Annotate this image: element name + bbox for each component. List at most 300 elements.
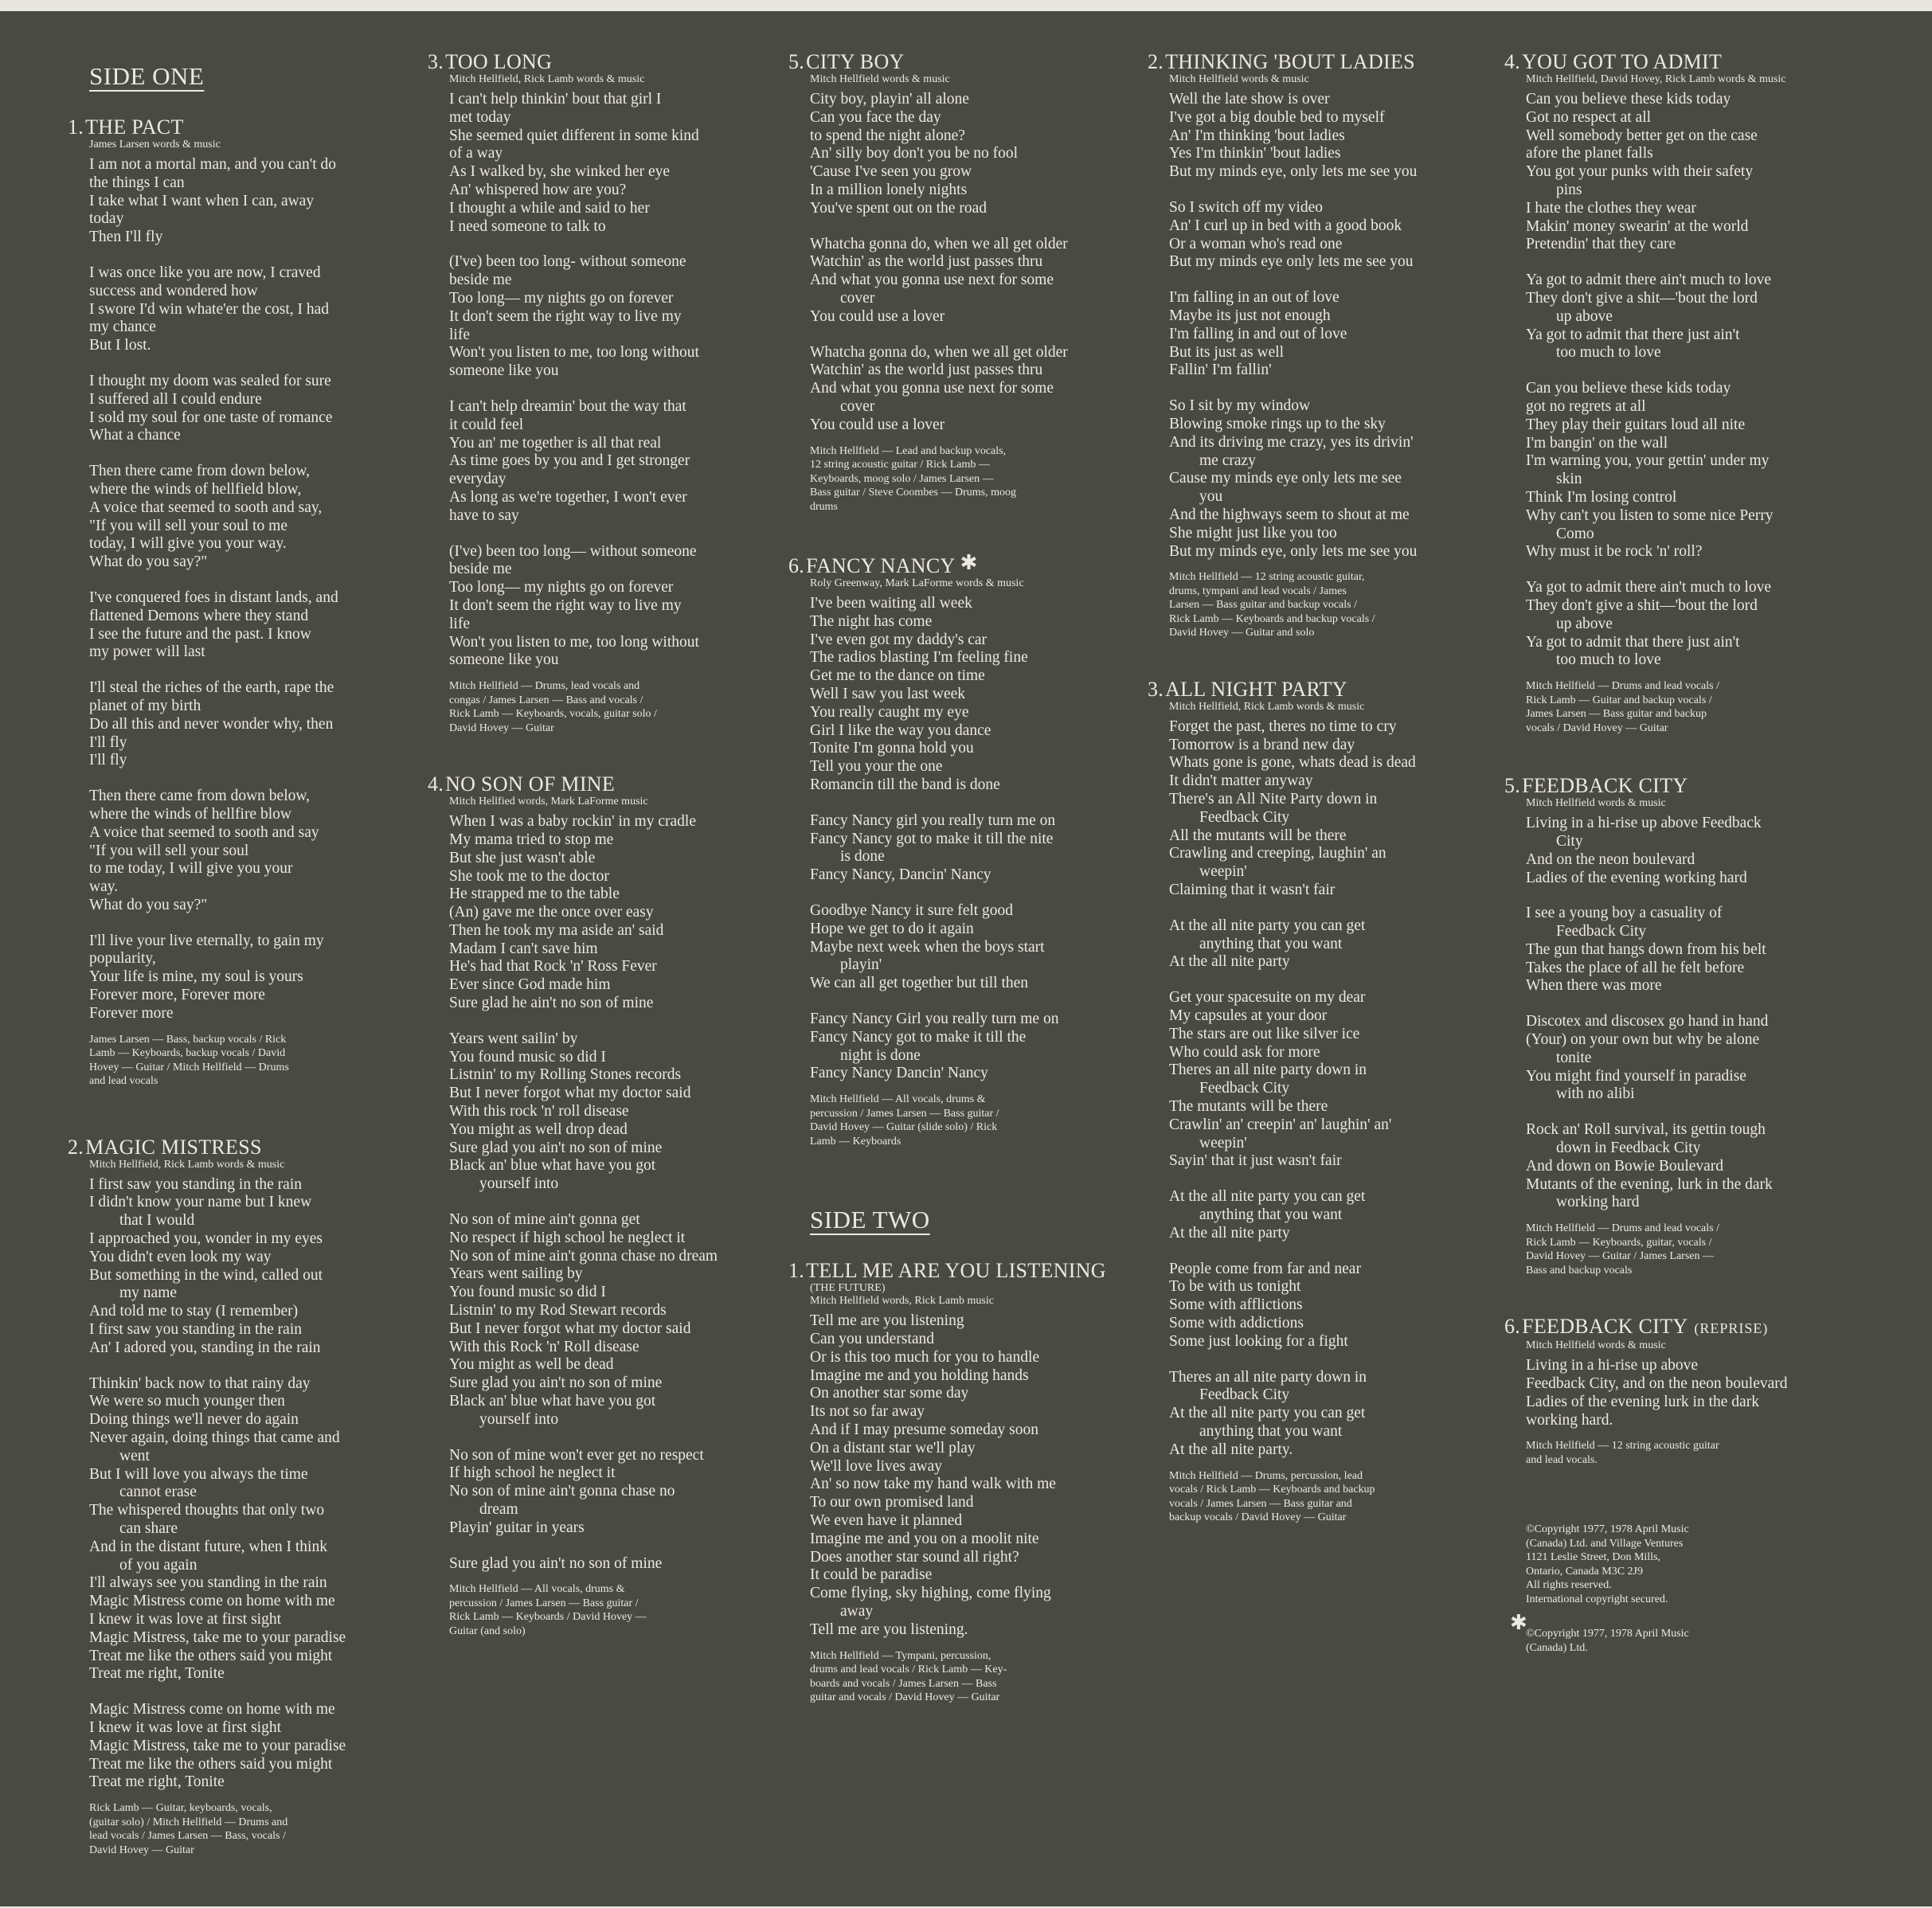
lyric-line: The gun that hangs down from his belt (1526, 940, 1766, 958)
copyright-notice-star (1510, 1611, 1867, 1655)
lyric-line: I need someone to talk to (449, 217, 606, 235)
song-block (1504, 1316, 1867, 1467)
lyric-line: Fancy Nancy got to make it till the nite (810, 830, 1054, 847)
lyric-line: Imagine me and you on a moolit nite (810, 1530, 1039, 1547)
lyric-line: I've conquered foes in distant lands, and (89, 588, 338, 606)
lyric-line: But she just wasn't able (449, 849, 596, 866)
lyric-line: "If you will sell your soul to me (89, 517, 287, 534)
verse (89, 679, 418, 770)
song-title (1504, 51, 1867, 73)
players-line: backup vocals / David Hovey — Guitar (1169, 1511, 1347, 1524)
lyric-line: On another star some day (810, 1385, 969, 1402)
song-title (788, 51, 1147, 73)
lyrics (810, 1312, 1147, 1639)
lyric-line: to me today, I will give you your (89, 860, 293, 878)
lyric-line: Some with addictions (1169, 1314, 1304, 1331)
verse (1169, 289, 1510, 380)
column-2 (428, 51, 782, 1676)
track-number: 5. (1504, 774, 1521, 798)
lyric-line: (I've) been too long- without someone (449, 253, 686, 271)
song-credit: Mitch Hellfied words, Mark LaForme music (449, 796, 648, 808)
lyric-line: Feedback City (1556, 923, 1647, 940)
players-line: James Larsen — Bass, backup vocals / Rick (89, 1033, 287, 1046)
song-title-text: NO SON OF MINE (445, 772, 616, 796)
lyric-line: We can all get together but till then (810, 975, 1029, 992)
lyric-line: Black an' blue what have you got (449, 1393, 656, 1410)
lyric-line: way. (89, 878, 119, 896)
lyric-line: And on the neon boulevard (1526, 850, 1695, 868)
verse (810, 812, 1147, 885)
lyric-line: Fancy Nancy girl you really turn me on (810, 811, 1056, 829)
lyric-line: planet of my birth (89, 697, 201, 714)
song-title-text: CITY BOY (806, 50, 905, 73)
lyric-line: Ya got to admit there ain't much to love (1526, 272, 1772, 289)
copyright-line: All rights reserved. (1526, 1579, 1612, 1592)
players-line: Keyboards, moog solo / James Larsen — (810, 472, 994, 485)
lyric-line: Get me to the dance on time (810, 667, 985, 685)
lyric-line: Listnin' to my Rolling Stones records (449, 1066, 682, 1084)
track-number: 6. (1504, 1315, 1521, 1339)
lyric-line: Como (1556, 525, 1594, 542)
lyric-line: At the all nite party (1169, 953, 1290, 971)
song-credit: Mitch Hellfield words & music (1526, 1339, 1666, 1352)
lyric-line: working hard (1556, 1194, 1640, 1211)
track-number: 1. (68, 115, 84, 139)
lyric-line: tonite (1556, 1049, 1592, 1066)
lyric-line: I knew it was love at first sight (89, 1718, 281, 1736)
lyric-line: Rock an' Roll survival, its gettin tough (1526, 1121, 1766, 1139)
lyric-line: 'Cause I've seen you grow (810, 163, 972, 181)
song-title (428, 51, 782, 73)
lyric-line: Got no respect at all (1526, 108, 1652, 126)
players-line: percussion / James Larsen — Bass guitar / (810, 1107, 999, 1120)
lyric-line: went (119, 1447, 150, 1464)
song-block (428, 773, 782, 1638)
lyric-line: But my minds eye, only lets me see you (1169, 163, 1418, 181)
players-line: drums (810, 500, 838, 513)
lyric-line: I'll steal the riches of the earth, rape the (89, 679, 334, 697)
lyric-line: At the all nite party. (1169, 1441, 1293, 1458)
side-two-heading: SIDE TWO (810, 1206, 930, 1234)
lyric-line: And what you gonna use next for some (810, 380, 1054, 397)
lyric-line: As long as we're together, I won't ever (449, 488, 687, 506)
song-block (428, 51, 782, 735)
lyric-line: I'll fly (89, 733, 127, 751)
lyric-line: Tell me are you listening. (810, 1621, 968, 1638)
lyric-line: You found music so did I (449, 1284, 606, 1301)
lyric-line: You didn't even look my way (89, 1248, 272, 1265)
lyric-line: is done (840, 848, 885, 866)
lyric-line: Black an' blue what have you got (449, 1157, 656, 1175)
lyric-line: An' I'm thinking 'bout ladies (1169, 127, 1345, 144)
verse (449, 1211, 782, 1429)
song-title (1504, 1316, 1867, 1339)
lyric-line: Living in a hi-rise up above Feedback (1526, 815, 1762, 832)
verse (89, 1701, 418, 1792)
track-number: 5. (788, 50, 805, 73)
players-line: Mitch Hellfield — 12 string acoustic guitar, (1169, 571, 1365, 584)
verse (89, 932, 418, 1023)
lyric-line: Magic Mistress come on home with me (89, 1593, 335, 1610)
lyric-line: We'll love lives away (810, 1457, 943, 1475)
song-block (1148, 51, 1510, 640)
players-line: Rick Lamb — Keyboards and backup vocals / (1169, 612, 1375, 625)
lyric-line: What do you say?" (89, 553, 208, 571)
players-credit (89, 1801, 418, 1857)
players-line: vocals / David Hovey — Guitar (1526, 721, 1668, 734)
lyric-line: Watchin' as the world just passes thru (810, 253, 1043, 271)
lyric-line: Magic Mistress, take me to your paradise (89, 1628, 346, 1646)
lyric-line: You an' me together is all that real (449, 434, 662, 452)
verse (1169, 1188, 1510, 1242)
lyric-line: popularity, (89, 950, 156, 968)
lyric-line: City (1556, 832, 1583, 850)
verse (89, 373, 418, 445)
lyric-line: All the mutants will be there (1169, 827, 1347, 844)
lyric-line: Girl I like the way you dance (810, 721, 991, 739)
players-line: Mitch Hellfield — Tympani, percussion, (810, 1649, 991, 1662)
lyric-line: Magic Mistress come on home with me (89, 1701, 335, 1718)
players-credit (810, 444, 1147, 514)
song-title-text: MAGIC MISTRESS (85, 1135, 262, 1159)
lyric-line: You might as well drop dead (449, 1120, 628, 1138)
lyric-line: Whats gone is gone, whats dead is dead (1169, 754, 1416, 772)
verse (449, 91, 782, 236)
players-line: Rick Lamb — Keyboards, vocals, guitar solo / (449, 708, 657, 721)
lyric-line: Then he took my ma aside an' said (449, 921, 664, 939)
lyric-line: But I lost. (89, 337, 151, 354)
players-line: Mitch Hellfield — Lead and backup vocals, (810, 444, 1007, 457)
players-credit (89, 1033, 418, 1089)
lyric-line: If high school he neglect it (449, 1464, 616, 1482)
lyric-line: "If you will sell your soul (89, 842, 249, 859)
lyric-line: Makin' money swearin' at the world (1526, 217, 1749, 235)
players-line: Bass guitar / Steve Coombes — Drums, moog (810, 487, 1016, 499)
lyric-line: Takes the place of all he felt before (1526, 959, 1745, 976)
lyrics (1169, 718, 1510, 1460)
verse (1526, 579, 1867, 670)
lyric-line: No son of mine ain't gonna chase no dream (449, 1247, 718, 1265)
lyric-line: Years went sailing by (449, 1265, 583, 1283)
song-title (788, 552, 1147, 577)
lyric-line: I am not a mortal man, and you can't do (89, 156, 337, 173)
lyric-line: I've got a big double bed to myself (1169, 108, 1385, 126)
lyric-line: of a way (449, 145, 503, 162)
lyric-line: can share (119, 1520, 178, 1538)
lyric-line: Won't you listen to me, too long without (449, 344, 699, 362)
verse (1526, 1121, 1867, 1212)
lyric-line: When I was a baby rockin' in my cradle (449, 813, 696, 831)
track-number: 4. (428, 772, 444, 796)
copyright-line: ©Copyright 1977, 1978 April Music (1526, 1523, 1689, 1536)
track-number: 1. (788, 1259, 805, 1283)
verse (1169, 989, 1510, 1171)
lyric-line: No son of mine ain't gonna chase no (449, 1483, 675, 1500)
lyric-line: Treat me like the others said you might (89, 1755, 333, 1773)
song-block (1148, 678, 1510, 1525)
lyric-line: My capsules at your door (1169, 1007, 1328, 1024)
lyric-line: I'm warning you, your gettin' under my (1526, 452, 1770, 470)
copyright-line: ©Copyright 1977, 1978 April Music (1526, 1628, 1689, 1640)
players-credit (1526, 679, 1867, 735)
lyric-line: away (840, 1602, 874, 1620)
track-number: 2. (68, 1135, 84, 1159)
players-line: Larsen — Bass guitar and backup vocals / (1169, 599, 1357, 612)
verse (89, 788, 418, 915)
lyric-line: And what you gonna use next for some (810, 272, 1054, 289)
players-line: vocals / Rick Lamb — Keyboards and backup (1169, 1484, 1375, 1496)
lyric-line: Fallin' I'm fallin' (1169, 362, 1272, 379)
song-block (68, 1136, 418, 1858)
lyric-line: It don't seem the right way to live my (449, 596, 682, 614)
lyric-line: You could use a lover (810, 307, 945, 325)
column-3 (788, 51, 1147, 1743)
lyric-line: But my minds eye, only lets me see you (1169, 542, 1418, 560)
lyric-line: Too long— my nights go on forever (449, 289, 674, 307)
lyric-line: Fancy Nancy Girl you really turn me on (810, 1010, 1059, 1027)
lyrics (89, 156, 418, 1023)
lyric-line: Cause my minds eye only lets me see (1169, 470, 1402, 487)
lyric-line: today, I will give you your way. (89, 535, 287, 553)
lyric-line: Mutants of the evening, lurk in the dark (1526, 1175, 1773, 1193)
song-credit: Mitch Hellfield words & music (1526, 797, 1666, 810)
lyric-line: my name (119, 1284, 178, 1302)
lyric-line: At the all nite party (1169, 1224, 1290, 1241)
song-credit: Mitch Hellfield, Rick Lamb words & music (449, 73, 645, 85)
players-line: Lamb — Keyboards (810, 1135, 901, 1148)
lyric-line: At the all nite party you can get (1169, 917, 1366, 934)
players-line: David Hovey — Guitar / James Larsen — (1526, 1250, 1714, 1263)
track-number: 6. (788, 554, 805, 578)
players-credit (810, 1649, 1147, 1705)
song-title-text: THINKING 'BOUT LADIES (1165, 50, 1415, 73)
lyric-line: Too long— my nights go on forever (449, 579, 674, 596)
verse (89, 156, 418, 247)
lyrics (449, 813, 782, 1573)
lyric-line: Feedback City (1199, 1080, 1290, 1097)
lyric-line: I can't help thinkin' bout that girl I (449, 91, 662, 108)
lyric-line: But I will love you always the time (89, 1465, 308, 1483)
track-number: 3. (1148, 677, 1164, 701)
song-credit: Mitch Hellfield words & music (1169, 73, 1309, 85)
lyric-line: Feedback City, and on the neon boulevard (1526, 1375, 1788, 1393)
lyric-line: The mutants will be there (1169, 1097, 1328, 1115)
lyrics (810, 595, 1147, 1083)
players-line: congas / James Larsen — Bass and vocals / (449, 694, 643, 706)
verse (1169, 1369, 1510, 1460)
song-subtitle: (THE FUTURE) (810, 1282, 886, 1295)
lyric-line: Can you understand (810, 1330, 934, 1347)
lyric-line: I hate the clothes they wear (1526, 199, 1696, 217)
lyric-line: Crawlin' an' creepin' an' laughin' an' (1169, 1116, 1392, 1133)
song-title (1148, 51, 1510, 73)
lyric-line: We were so much younger then (89, 1393, 285, 1410)
verse (1169, 397, 1510, 561)
lyric-line: Yes I'm thinkin' 'bout ladies (1169, 145, 1341, 162)
song-title (788, 1260, 1147, 1282)
lyric-line: Then there came from down below, (89, 463, 311, 480)
lyric-line: At the all nite party you can get (1169, 1188, 1366, 1206)
players-line: vocals / James Larsen — Bass guitar and (1169, 1497, 1352, 1510)
lyrics (1526, 91, 1867, 670)
lyric-line: An' whispered how are you? (449, 181, 627, 198)
lyric-line: Ladies of the evening working hard (1526, 869, 1747, 886)
lyric-line: And its driving me crazy, yes its drivin' (1169, 433, 1414, 451)
lyric-line: life (449, 615, 470, 632)
lyric-line: Treat me right, Tonite (89, 1773, 225, 1791)
lyric-line: Tomorrow is a brand new day (1169, 736, 1355, 753)
players-line: Mitch Hellfield — All vocals, drums & (810, 1093, 986, 1106)
lyric-line: Treat me like the others said you might (89, 1647, 333, 1664)
lyric-line: Living in a hi-rise up above (1526, 1357, 1699, 1374)
lyric-line: Some just looking for a fight (1169, 1332, 1348, 1350)
verse (89, 463, 418, 572)
lyric-line: I knew it was love at first sight (89, 1611, 281, 1628)
song-block (788, 1260, 1147, 1704)
lyric-line: weepin' (1199, 863, 1247, 881)
lyric-line: Can you face the day (810, 108, 941, 126)
lyric-line: I take what I want when I can, away (89, 192, 315, 209)
lyric-line: With this rock 'n' roll disease (449, 1103, 629, 1120)
lyric-line: Come flying, sky highing, come flying (810, 1585, 1051, 1602)
lyric-line: that I would (119, 1212, 195, 1230)
lyric-line: Tonite I'm gonna hold you (810, 740, 974, 757)
lyric-line: Watchin' as the world just passes thru (810, 362, 1043, 379)
lyric-line: weepin' (1199, 1134, 1247, 1151)
lyric-line: I thought a while and said to her (449, 199, 650, 217)
lyric-line: Goodbye Nancy it sure felt good (810, 902, 1014, 919)
lyric-line: Years went sailin' by (449, 1030, 578, 1047)
verse (449, 1447, 782, 1538)
lyrics (89, 1176, 418, 1793)
lyric-line: anything that you want (1199, 1206, 1343, 1223)
lyric-line: And if I may presume someday soon (810, 1421, 1039, 1438)
lyric-line: She seemed quiet different in some kind (449, 127, 699, 144)
verse (1526, 1013, 1867, 1104)
lyric-line: Its not so far away (810, 1403, 925, 1421)
asterisk-icon: ✱ (960, 551, 978, 575)
lyric-line: I swore I'd win whate'er the cost, I had (89, 300, 330, 318)
lyric-line: Feedback City (1199, 1386, 1290, 1404)
lyric-line: You really caught my eye (810, 703, 969, 721)
lyrics (1169, 91, 1510, 561)
lyric-line: I'm falling in and out of love (1169, 325, 1347, 342)
lyric-line: skin (1556, 471, 1582, 488)
column-1 (68, 51, 418, 1895)
lyric-line: There's an All Nite Party down in (1169, 791, 1378, 808)
lyric-line: Theres an all nite party down in (1169, 1368, 1367, 1386)
players-line: and lead vocals (89, 1075, 158, 1088)
lyric-line: As time goes by you and I get stronger (449, 452, 690, 470)
lyric-line: Or is this too much for you to handle (810, 1348, 1040, 1366)
lyric-line: (An) gave me the once over easy (449, 904, 654, 921)
song-block (1504, 775, 1867, 1277)
lyric-line: Crawling and creeping, laughin' an (1169, 845, 1386, 862)
lyric-line: too much to love (1556, 651, 1661, 669)
lyric-line: Discotex and discosex go hand in hand (1526, 1013, 1769, 1030)
lyric-line: What a chance (89, 427, 181, 444)
track-number: 3. (428, 50, 444, 73)
lyric-line: You might find yourself in paradise (1526, 1067, 1746, 1085)
lyric-line: afore the planet falls (1526, 145, 1653, 162)
song-credit: Mitch Hellfield words, Rick Lamb music (810, 1295, 994, 1308)
lyric-line: yourself into (479, 1410, 559, 1428)
verse (1526, 1357, 1867, 1429)
verse (449, 1030, 782, 1194)
lyrics (449, 91, 782, 670)
lyric-line: They don't give a shit—'bout the lord (1526, 596, 1758, 614)
lyric-line: Who could ask for more (1169, 1043, 1320, 1061)
lyric-line: To our own promised land (810, 1494, 974, 1511)
lyric-line: with no alibi (1556, 1085, 1635, 1103)
players-line: Mitch Hellfield — Drums, percussion, lead (1169, 1469, 1363, 1482)
players-line: Rick Lamb — Guitar and backup vocals / (1526, 694, 1712, 706)
verse (1526, 905, 1867, 995)
lyric-line: People come from far and near (1169, 1260, 1361, 1277)
lyric-line: pins (1556, 181, 1582, 198)
lyric-line: Well I saw you last week (810, 686, 965, 703)
lyric-line: it could feel (449, 416, 524, 433)
verse (1526, 815, 1867, 887)
lyric-line: I thought my doom was sealed for sure (89, 372, 331, 389)
players-line: percussion / James Larsen — Bass guitar / (449, 1597, 639, 1609)
lyric-line: I'll always see you standing in the rain (89, 1574, 327, 1592)
players-credit (449, 1582, 782, 1638)
lyric-line: But something in the wind, called out (89, 1266, 323, 1284)
side-one-heading: SIDE ONE (89, 62, 205, 90)
song-credit: Mitch Hellfield words & music (810, 73, 950, 85)
lyric-line: I was once like you are now, I craved (89, 264, 321, 281)
song-title (1148, 678, 1510, 701)
verse (810, 1011, 1147, 1083)
song-block (788, 51, 1147, 514)
players-line: David Hovey — Guitar (89, 1843, 194, 1856)
players-credit (1526, 1222, 1867, 1277)
song-title-text: FEEDBACK CITY (1522, 774, 1688, 798)
players-line: David Hovey — Guitar (449, 721, 554, 734)
lyric-line: I can't help dreamin' bout the way that (449, 397, 686, 415)
copyright-line: (Canada) Ltd. and Village Ventures (1526, 1537, 1684, 1550)
lyrics (1526, 815, 1867, 1212)
song-title (68, 116, 418, 139)
track-number: 2. (1148, 50, 1164, 73)
lyric-line: Imagine me and you holding hands (810, 1366, 1029, 1384)
verse (1526, 91, 1867, 254)
song-title (68, 1136, 418, 1159)
lyric-line: I've been waiting all week (810, 595, 972, 612)
verse (810, 91, 1147, 218)
players-line: Mitch Hellfield — 12 string acoustic guitar (1526, 1440, 1719, 1453)
song-credit: Mitch Hellfield, Rick Lamb words & music (1169, 700, 1365, 713)
players-credit (1169, 1469, 1510, 1525)
song-credit: Roly Greenway, Mark LaForme words & music (810, 577, 1024, 590)
song-title-text: FANCY NANCY (806, 554, 956, 578)
lyric-line: life (449, 326, 470, 343)
lyric-line: Ya got to admit there ain't much to love (1526, 579, 1772, 596)
verse (1169, 1261, 1510, 1351)
lyric-line: Pretendin' that they care (1526, 236, 1676, 253)
lyric-line: Tell you your the one (810, 758, 943, 776)
lyric-line: With this Rock 'n' Roll disease (449, 1338, 639, 1355)
lyric-line: No son of mine won't ever get no respect (449, 1446, 704, 1464)
lyric-line: to spend the night alone? (810, 127, 965, 144)
verse (810, 344, 1147, 435)
lyric-line: Then there came from down below, (89, 788, 311, 805)
lyric-line: Forever more (89, 1004, 174, 1022)
lyric-line: too much to love (1556, 344, 1661, 362)
players-line: Mitch Hellfield — Drums and lead vocals / (1526, 680, 1719, 693)
lyric-line: The whispered thoughts that only two (89, 1502, 325, 1519)
